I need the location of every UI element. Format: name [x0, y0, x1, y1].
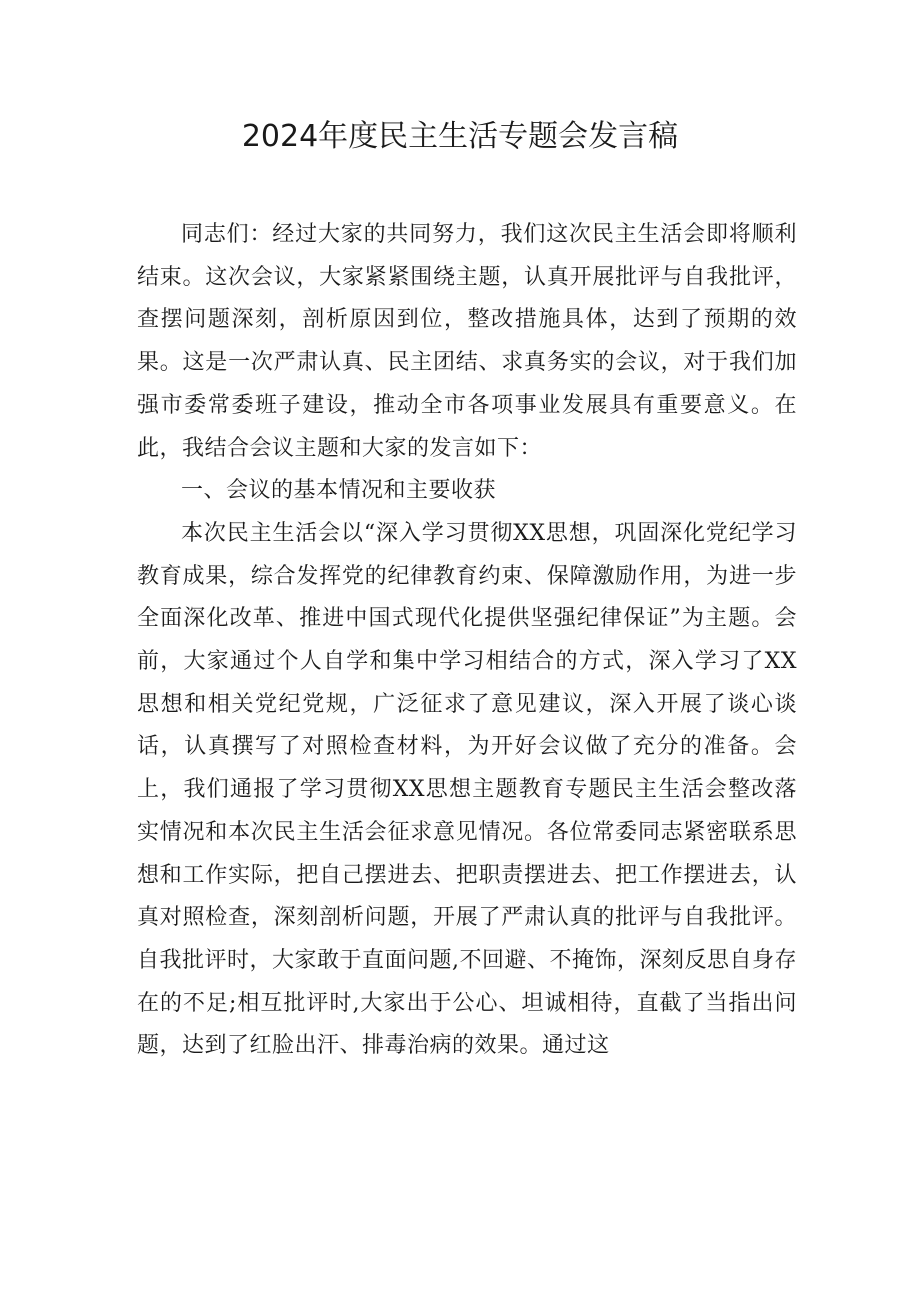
document-title: 2024年度民主生活专题会发言稿: [241, 119, 679, 154]
section-paragraph: 本次民主生活会以“深入学习贯彻XX思想，巩固深化党纪学习教育成果，综合发挥党的纪律教育约束、保障激励作用，为进一步全面深化改革、推进中国式现代化提供坚强纪律保证”为主题。会前，大家通过个人自学和集中学习相结合的方式，深入学习了XX思想和相关党纪党规，广泛征求了意见建议，深入开展了谈心谈话，认真撰写了对照检查材料，为开好会议做了充分的准备。会上，我们通报了学习贯彻XX思想主题教育专题民主生活会整改落实情况和本次民主生活会征求意见情况。各位常委同志紧密联系思想和工作实际，把自己摆进去、把职责摆进去、把工作摆进去，认真对照检查，深刻剖析问题，开展了严肃认真的批评与自我批评。自我批评时，大家敢于直面问题,不回避、不掩饰，深刻反思自身存在的不足;相互批评时,大家出于公心、坦诚相待，直截了当指出问题，达到了红脸出汗、排毒治病的效果。通过这: [137, 520, 797, 1059]
document-body: [137, 214, 797, 1068]
section-heading: 一、会议的基本情况和主要收获: [181, 478, 497, 504]
opening-paragraph: 同志们：经过大家的共同努力，我们这次民主生活会即将顺利结束。这次会议，大家紧紧围绕主题，认真开展批评与自我批评，查摆问题深刻，剖析原因到位，整改措施具体，达到了预期的效果。这是一次严肃认真、民主团结、求真务实的会议，对于我们加强市委常委班子建设，推动全市各项事业发展具有重要意义。在此，我结合会议主题和大家的发言如下：: [137, 222, 797, 461]
